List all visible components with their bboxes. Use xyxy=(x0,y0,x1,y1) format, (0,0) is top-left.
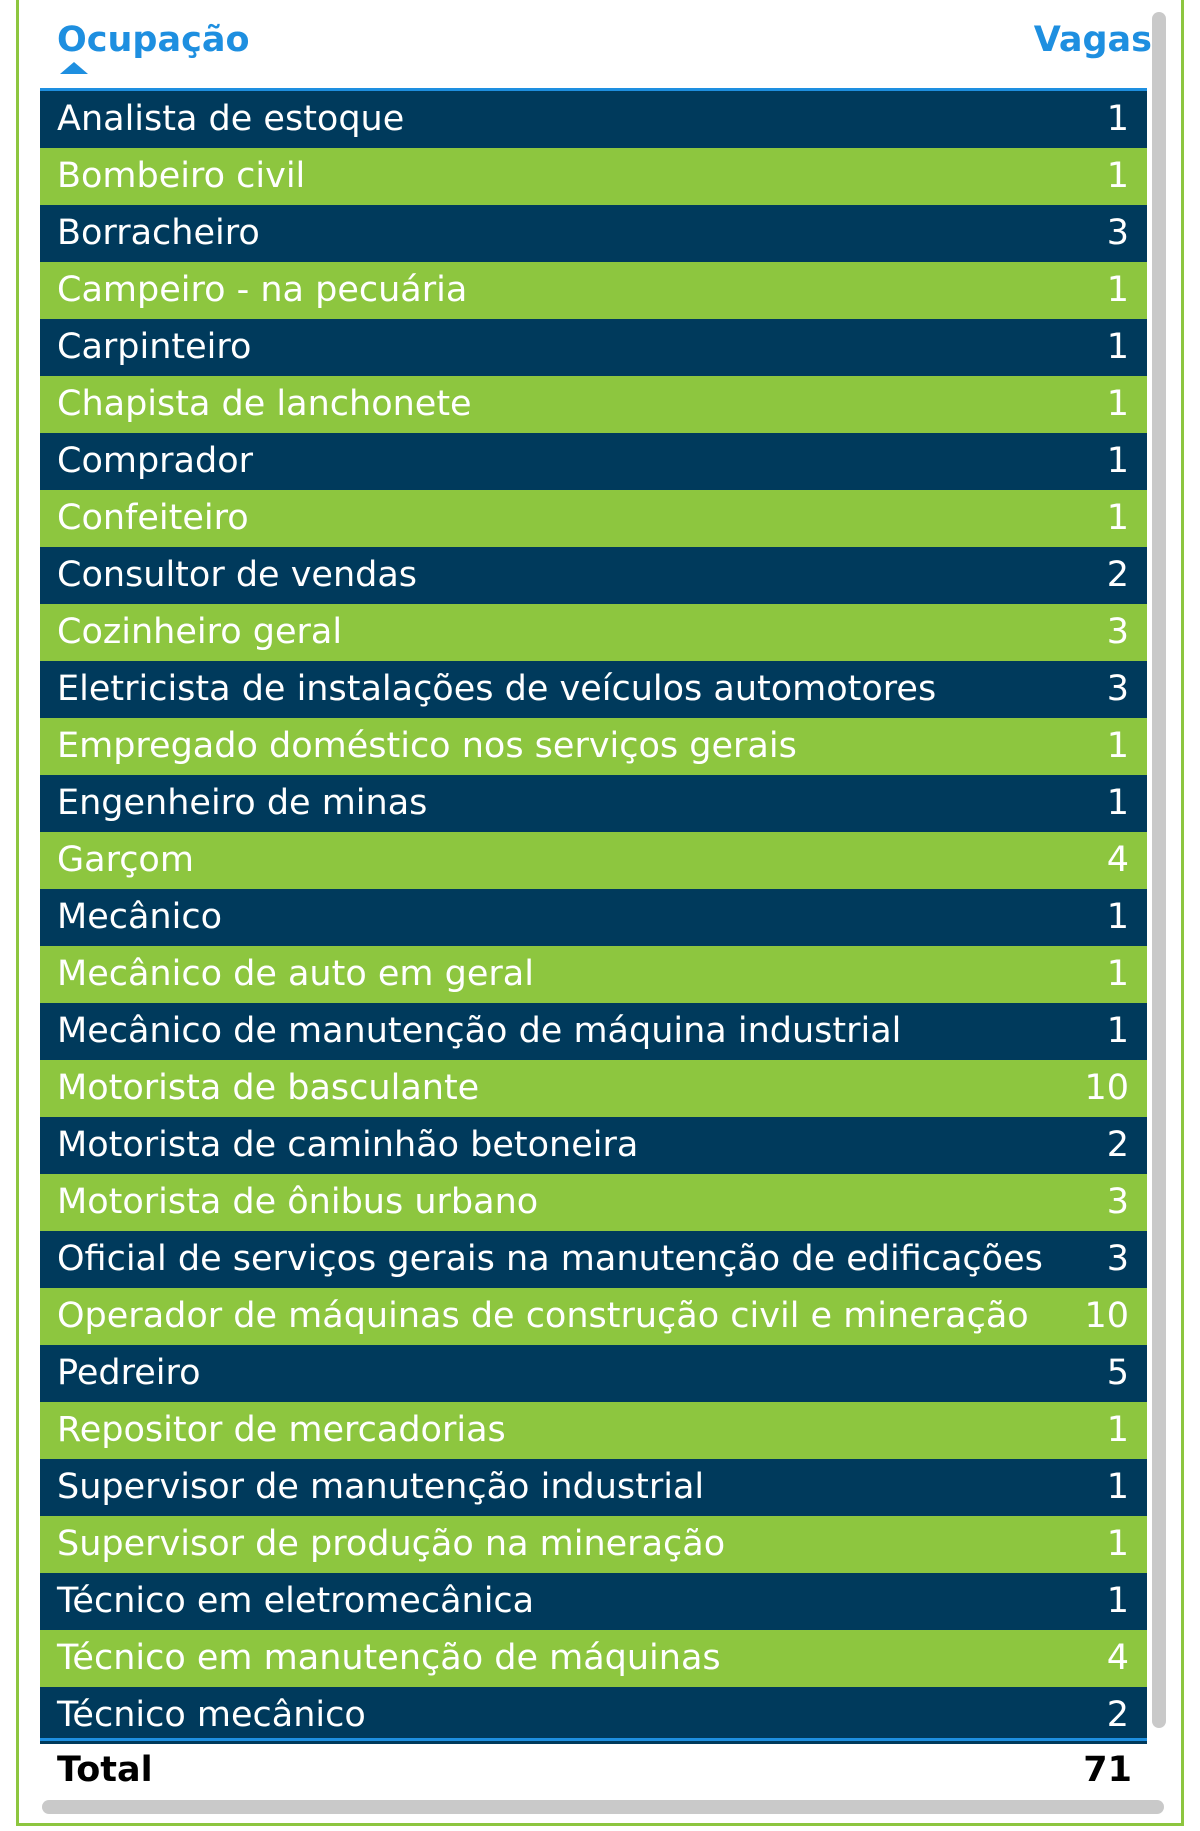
horizontal-scrollbar[interactable] xyxy=(42,1800,1164,1814)
table-row[interactable] xyxy=(40,1573,1147,1630)
vacancies-cell: 3 xyxy=(1106,1182,1129,1222)
total-divider xyxy=(40,1738,1147,1741)
table-row[interactable] xyxy=(40,718,1147,775)
table-row[interactable] xyxy=(40,1117,1147,1174)
table-row[interactable] xyxy=(40,1459,1147,1516)
occupation-cell: Eletricista de instalações de veículos automotores xyxy=(57,669,937,709)
occupation-cell: Campeiro - na pecuária xyxy=(57,270,468,310)
table-row[interactable] xyxy=(40,1402,1147,1459)
vacancies-cell: 1 xyxy=(1106,783,1129,823)
vacancies-cell: 5 xyxy=(1106,1353,1129,1393)
table-row[interactable] xyxy=(40,1630,1147,1687)
vacancies-cell: 1 xyxy=(1106,99,1129,139)
table-row[interactable] xyxy=(40,547,1147,604)
vacancies-cell: 1 xyxy=(1106,384,1129,424)
table-row[interactable] xyxy=(40,91,1147,148)
table-row[interactable] xyxy=(40,148,1147,205)
occupation-cell: Supervisor de produção na mineração xyxy=(57,1524,726,1564)
table-row[interactable] xyxy=(40,319,1147,376)
occupation-cell: Comprador xyxy=(57,441,254,481)
occupation-cell: Borracheiro xyxy=(57,213,260,253)
vacancies-cell: 10 xyxy=(1084,1068,1129,1108)
vacancies-cell: 1 xyxy=(1106,441,1129,481)
column-header-vacancies[interactable]: Vagas xyxy=(1033,20,1152,60)
occupation-cell: Confeiteiro xyxy=(57,498,249,538)
table-row[interactable] xyxy=(40,1174,1147,1231)
table-row[interactable] xyxy=(40,889,1147,946)
table-row[interactable] xyxy=(40,1288,1147,1345)
vacancies-cell: 1 xyxy=(1106,726,1129,766)
table-row[interactable] xyxy=(40,832,1147,889)
occupation-cell: Motorista de basculante xyxy=(57,1068,480,1108)
total-label: Total xyxy=(57,1750,153,1790)
vacancies-cell: 1 xyxy=(1106,1524,1129,1564)
table-body xyxy=(40,91,1147,1744)
occupation-cell: Carpinteiro xyxy=(57,327,252,367)
table-row[interactable] xyxy=(40,1060,1147,1117)
occupation-cell: Engenheiro de minas xyxy=(57,783,428,823)
table-row[interactable] xyxy=(40,775,1147,832)
occupation-cell: Motorista de caminhão betoneira xyxy=(57,1125,639,1165)
occupation-cell: Técnico em eletromecânica xyxy=(57,1581,535,1621)
table-row[interactable] xyxy=(40,1003,1147,1060)
occupation-cell: Consultor de vendas xyxy=(57,555,418,595)
table-row[interactable] xyxy=(40,661,1147,718)
occupation-cell: Analista de estoque xyxy=(57,99,405,139)
occupation-cell: Técnico em manutenção de máquinas xyxy=(57,1638,721,1678)
table-row[interactable] xyxy=(40,1687,1147,1744)
vacancies-cell: 3 xyxy=(1106,669,1129,709)
vacancies-cell: 1 xyxy=(1106,954,1129,994)
vacancies-cell: 1 xyxy=(1106,1410,1129,1450)
vacancies-cell: 1 xyxy=(1106,1581,1129,1621)
vacancies-cell: 1 xyxy=(1106,1467,1129,1507)
table-row[interactable] xyxy=(40,262,1147,319)
vacancies-cell: 3 xyxy=(1106,213,1129,253)
table-row[interactable] xyxy=(40,205,1147,262)
table-row[interactable] xyxy=(40,1231,1147,1288)
vacancies-cell: 2 xyxy=(1106,1125,1129,1165)
sort-ascending-icon xyxy=(60,62,88,74)
occupation-cell: Mecânico xyxy=(57,897,222,937)
column-header-occupation[interactable]: Ocupação xyxy=(57,20,250,60)
vacancies-cell: 4 xyxy=(1106,1638,1129,1678)
occupation-cell: Motorista de ônibus urbano xyxy=(57,1182,539,1222)
vacancies-cell: 4 xyxy=(1106,840,1129,880)
vacancies-cell: 1 xyxy=(1106,270,1129,310)
table-row[interactable] xyxy=(40,1516,1147,1573)
occupation-cell: Mecânico de manutenção de máquina industrial xyxy=(57,1011,902,1051)
table-row[interactable] xyxy=(40,946,1147,1003)
vacancies-cell: 1 xyxy=(1106,327,1129,367)
table-row[interactable] xyxy=(40,376,1147,433)
table-row[interactable] xyxy=(40,604,1147,661)
vacancies-cell: 2 xyxy=(1106,555,1129,595)
occupation-cell: Oficial de serviços gerais na manutenção de edificações xyxy=(57,1239,1043,1279)
occupation-cell: Garçom xyxy=(57,840,194,880)
vacancies-cell: 1 xyxy=(1106,156,1129,196)
table-row[interactable] xyxy=(40,490,1147,547)
vacancies-cell: 1 xyxy=(1106,498,1129,538)
table-row[interactable] xyxy=(40,433,1147,490)
vacancies-cell: 3 xyxy=(1106,612,1129,652)
occupation-cell: Mecânico de auto em geral xyxy=(57,954,534,994)
table-row[interactable] xyxy=(40,1345,1147,1402)
vacancies-cell: 1 xyxy=(1106,1011,1129,1051)
vacancies-cell: 1 xyxy=(1106,897,1129,937)
vertical-scrollbar[interactable] xyxy=(1152,12,1166,1728)
vacancies-cell: 3 xyxy=(1106,1239,1129,1279)
occupation-cell: Técnico mecânico xyxy=(57,1695,366,1735)
occupation-cell: Repositor de mercadorias xyxy=(57,1410,506,1450)
occupation-cell: Operador de máquinas de construção civil e mineração xyxy=(57,1296,1029,1336)
occupation-cell: Pedreiro xyxy=(57,1353,201,1393)
occupation-cell: Empregado doméstico nos serviços gerais xyxy=(57,726,797,766)
occupation-cell: Supervisor de manutenção industrial xyxy=(57,1467,705,1507)
total-value: 71 xyxy=(1083,1750,1132,1790)
occupation-cell: Bombeiro civil xyxy=(57,156,306,196)
occupation-cell: Chapista de lanchonete xyxy=(57,384,472,424)
table-header xyxy=(40,0,1152,90)
occupation-cell: Cozinheiro geral xyxy=(57,612,343,652)
vacancies-cell: 10 xyxy=(1084,1296,1129,1336)
vacancies-cell: 2 xyxy=(1106,1695,1129,1735)
